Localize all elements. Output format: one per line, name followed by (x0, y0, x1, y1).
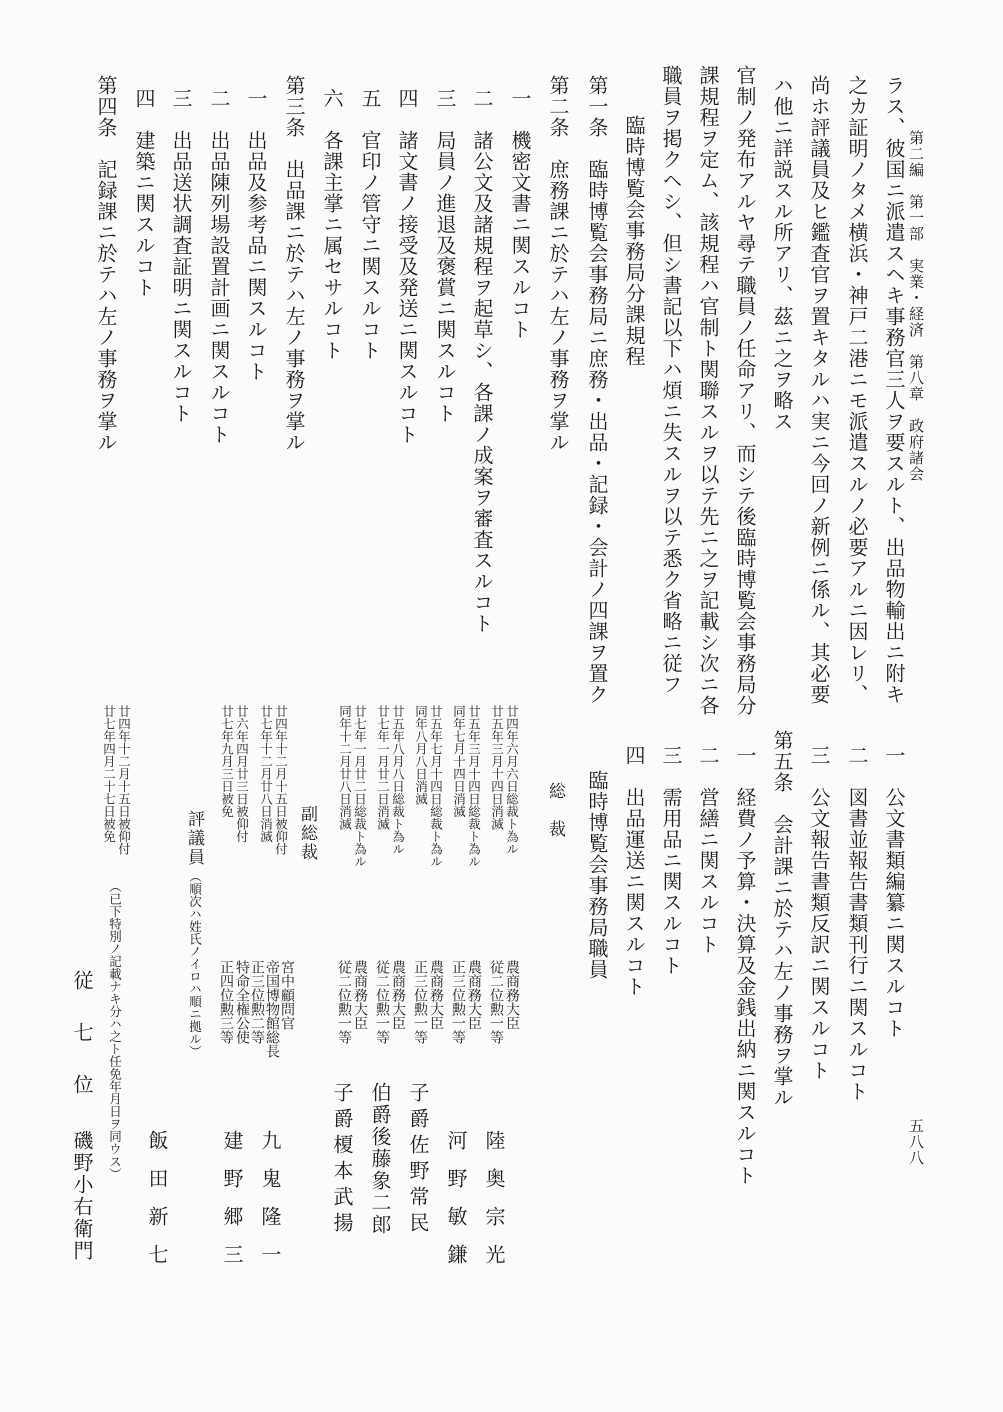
rank-title: 農商務大臣 (352, 960, 368, 1030)
top-line: 之カ証明ノタメ横浜・神戸二港ニモ派遣スルノ必要アルニ因レリ、 (845, 75, 869, 705)
rank-title: 従二位勲一等 (336, 960, 352, 1044)
termination-date: 廿七年一月廿二日消滅 (375, 705, 391, 830)
rank-title: 農商務大臣 (428, 960, 444, 1030)
rank-title: 農商務大臣 (466, 960, 482, 1030)
appointment-date: 廿五年三月十四日総裁ト為ル (466, 705, 482, 868)
rank-title: 帝国博物館総長 (264, 960, 280, 1058)
top-line: 四 諸文書ノ接受及発送ニ関スルコト (395, 88, 419, 445)
member-name: 陸奥宗光 (482, 1130, 506, 1282)
rank-title: 正三位勲二等 (249, 960, 265, 1044)
appointment-date: 廿七年一月廿二日総裁ト為ル (352, 705, 368, 868)
top-line: ハ他ニ詳説スル所アリ、茲ニ之ヲ略ス (770, 75, 794, 432)
top-line: 第四条 記録課ニ於テハ左ノ事務ヲ掌ル (94, 75, 118, 453)
hyougiin-term-note: （已下特別ノ記載ナキ分ハ之ト任免年月日ヲ同ウス） (107, 880, 123, 1180)
rank-title: 従二位勲一等 (488, 960, 504, 1044)
rank-title: 農商務大臣 (504, 960, 520, 1030)
top-line: 課規程ヲ定ム、該規程ハ官制ト関聯スルヲ以テ先ニ之ヲ記載シ次ニ各 (696, 65, 720, 716)
rank-title: 特命全権公使 (234, 960, 250, 1044)
rank-title: 宮中顧問官 (279, 960, 295, 1030)
top-line: 官制ノ発布アルヤ尋テ職員ノ任命アリ、而シテ後臨時博覧会事務局分 (733, 65, 757, 716)
member-name: 建野郷三 (220, 1130, 244, 1282)
top-line: 第三条 出品課ニ於テハ左ノ事務ヲ掌ル (282, 75, 306, 453)
member-name: 子爵榎本武揚 (330, 1082, 354, 1238)
rank-title: 従二位勲一等 (374, 960, 390, 1044)
section-title: 臨時博覧会事務局職員 (585, 770, 609, 980)
top-line: 一 出品及参考品ニ関スルコト (244, 88, 268, 382)
fukusousai-heading: 副総裁 (297, 805, 317, 862)
bottom-line: 二 図書並報告書類刊行ニ関スルコト (845, 745, 869, 1102)
member-name: 飯田新七 (145, 1130, 169, 1282)
appointment-date: 廿五年八月八日総裁ト為ル (390, 705, 406, 855)
top-line: 二 諸公文及諸規程ヲ起草シ、各課ノ成案ヲ審査スルコト (470, 88, 494, 634)
bottom-line: 一 経費ノ予算・決算及金銭出納ニ関スルコト (733, 745, 757, 1186)
top-line: 三 局員ノ進退及褒賞ニ関スルコト (433, 88, 457, 424)
bottom-line: 三 公文報告書類反訳ニ関スルコト (807, 745, 831, 1081)
termination-date: 同年十二月廿八日消滅 (337, 705, 353, 830)
appointment-date: 廿四年十二月十五日被仰付 (116, 705, 132, 855)
top-line: 職員ヲ掲クヘシ、但シ書記以下ハ煩ニ失スルヲ以テ悉ク省略ニ従フ (659, 65, 683, 695)
top-line: 五 官印ノ管守ニ関スルコト (358, 88, 382, 361)
bottom-line: 二 営繕ニ関スルコト (696, 745, 720, 955)
bottom-line: 一 公文書類編纂ニ関スルコト (882, 745, 906, 1039)
running-header: 第二編 第一部 実業・経済 第八章 政府諸会 (907, 130, 925, 482)
rank-title: 農商務大臣 (390, 960, 406, 1030)
termination-date: 廿七年十二月廿八日消滅 (258, 705, 274, 843)
top-line: 二 出品陳列場設置計画ニ関スルコト (207, 88, 231, 445)
bottom-line: 三 需用品ニ関スルコト (659, 745, 683, 976)
bottom-line: 第五条 会計課ニ於テハ左ノ事務ヲ掌ル (770, 730, 794, 1108)
rank-title: 正四位勲三等 (218, 960, 234, 1044)
member-name: 伯爵後藤象二郎 (368, 1082, 392, 1236)
section-title: 臨時博覧会事務局分課規程 (622, 115, 646, 367)
page-number: 五八八 (907, 1118, 925, 1166)
top-line: 四 建築ニ関スルコト (132, 88, 156, 298)
top-line: 第二条 庶務課ニ於テハ左ノ事務ヲ掌ル (546, 75, 570, 453)
bottom-line: 四 出品運送ニ関スルコト (622, 745, 646, 997)
sousai-heading: 総 裁 (545, 782, 565, 839)
termination-date: 廿五年三月十四日消滅 (489, 705, 505, 830)
termination-date: 同年七月十四日消滅 (451, 705, 467, 818)
rank-title: 正三位勲一等 (450, 960, 466, 1044)
termination-date: 廿七年四月二十七日被免 (101, 705, 117, 843)
top-line: 六 各課主掌ニ属セサルコト (320, 88, 344, 361)
member-name: 河野敏鎌 (444, 1130, 468, 1282)
hyougiin-heading: 評議員 (184, 810, 204, 867)
appointment-date: 廿五年七月十四日総裁ト為ル (428, 705, 444, 868)
termination-date: 同年八月八日消滅 (413, 705, 429, 805)
top-line: ラス、彼国ニ派遣スヘキ事務官三人ヲ要スルト、出品物輸出ニ附キ (882, 75, 906, 705)
top-line: 三 出品送状調査証明ニ関スルコト (169, 88, 193, 424)
hyougiin-note: （順次ハ姓氏ノイロハ順ニ拠ル） (187, 870, 203, 1058)
member-rank: 従七位 (70, 970, 94, 1126)
appointment-date: 廿六年四月廿三日被仰付 (234, 705, 250, 843)
top-line: 一 機密文書ニ関スルコト (508, 88, 532, 340)
rank-title: 正三位勲一等 (412, 960, 428, 1044)
member-name: 子爵佐野常民 (406, 1082, 430, 1238)
member-name: 磯野小右衛門 (70, 1130, 94, 1262)
member-name: 九鬼隆一 (258, 1130, 282, 1282)
appointment-date: 廿四年六月六日総裁ト為ル (504, 705, 520, 855)
appointment-date: 廿四年十二月十五日被仰付 (273, 705, 289, 855)
top-line: 第一条 臨時博覧会事務局ニ庶務・出品・記録・会計ノ四課ヲ置ク (585, 75, 609, 705)
top-line: 尚ホ評議員及ヒ鑑査官ヲ置キタルハ実ニ今回ノ新例ニ係ル、其必要 (807, 75, 831, 705)
termination-date: 廿七年九月三日被免 (219, 705, 235, 818)
